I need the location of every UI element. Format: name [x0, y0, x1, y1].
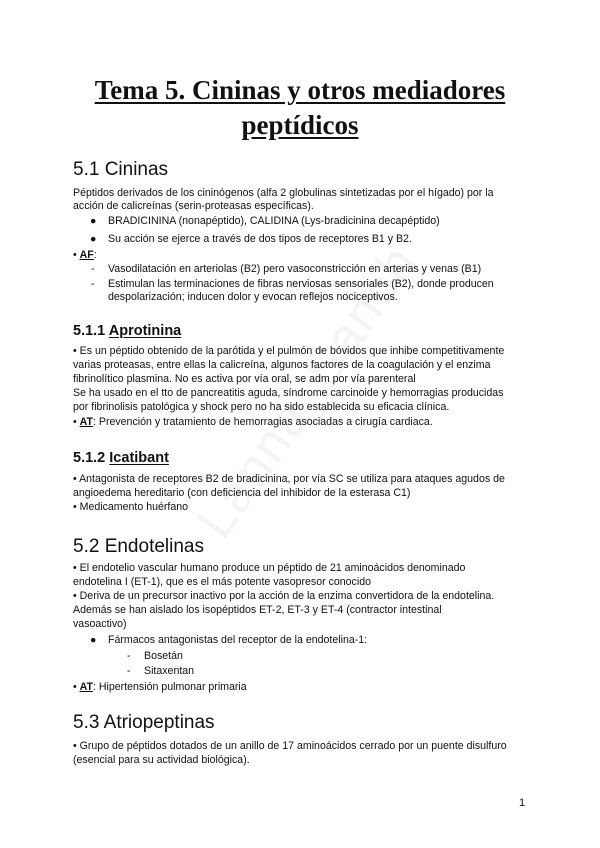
aprotinina-at-text: : Prevención y tratamiento de hemorragias asociadas a cirugía cardiaca. — [93, 416, 433, 428]
title-line-2: peptídicos — [241, 110, 359, 140]
af-item-2a: Estimulan las terminaciones de fibras nerviosas sensoriales (B2), donde producen — [108, 278, 494, 290]
endotelinas-line-1: • El endotelio vascular humano produce un péptido de 21 aminoácidos denominado — [73, 562, 466, 574]
dash-marker: - — [127, 665, 131, 677]
af-line: • AF: — [73, 249, 97, 261]
aprotinina-at-line: • AT: Prevención y tratamiento de hemorragias asociadas a cirugía cardiaca. — [73, 416, 433, 428]
endotelinas-line-3: • Deriva de un precursor inactivo por la acción de la enzima convertidora de la endotelina. — [73, 590, 495, 602]
dash-marker: - — [127, 650, 131, 662]
title-line-1: Tema 5. Cininas y otros mediadores — [94, 75, 506, 105]
af-item-2b: despolarización; inducen dolor y evocan reflejos nociceptivos. — [108, 291, 398, 303]
drug-1: Bosetán — [144, 650, 183, 662]
endotelinas-at-line: • AT: Hipertensión pulmonar primaria — [73, 681, 247, 693]
at-label: AT — [79, 681, 93, 693]
page-title — [40, 73, 560, 143]
atriopeptinas-line-2: (esencial para su actividad biológica). — [73, 754, 250, 766]
icatibant-line-2: angioedema hereditario (con deficiencia del inhibidor de la esterasa C1) — [73, 487, 411, 499]
at-label: AT — [79, 416, 93, 428]
icatibant-num: 5.1.2 — [73, 450, 106, 466]
aprotinina-line-5: por fibrinolisis patológica y shock pero no ha sido establecida su eficacia clínica. — [73, 401, 450, 413]
endotelinas-line-5: vasoactivo) — [73, 618, 127, 630]
icatibant-line-1: • Antagonista de receptores B2 de bradicinina, por vía SC se utiliza para ataques agudos de — [73, 473, 505, 485]
heading-icatibant — [73, 449, 169, 467]
heading-atriopeptinas: 5.3 Atriopeptinas — [73, 712, 215, 733]
heading-aprotinina — [73, 322, 181, 340]
cininas-intro-2: acción de calicreínas (serin-proteasas específicas). — [73, 200, 314, 212]
drug-2: Sitaxentan — [144, 665, 195, 677]
aprotinina-line-4: Se ha usado en el tto de pancreatitis aguda, síndrome carcinoide y hemorragias producidas — [73, 387, 504, 399]
endotelinas-bullet: Fármacos antagonistas del receptor de la endotelina-1: — [108, 634, 368, 646]
bullet-dot: ● — [90, 634, 97, 646]
af-label: AF — [79, 249, 94, 261]
cininas-bullet-2: Su acción se ejerce a través de dos tipos de receptores B1 y B2. — [108, 233, 412, 245]
aprotinina-line-1: • Es un péptido obtenido de la parótida y el pulmón de bóvidos que inhibe competitivamente — [73, 345, 505, 357]
aprotinina-line-2: varias proteasas, entre ellas la calicreína, algunos factores de la coagulación y el enzima — [73, 359, 491, 371]
atriopeptinas-line-1: • Grupo de péptidos dotados de un anillo de 17 aminoácidos cerrado por un puente disulfuro — [73, 740, 507, 752]
icatibant-line-3: • Medicamento huérfano — [73, 501, 189, 513]
aprotinina-name: Aprotinina — [108, 323, 182, 339]
cininas-bullet-1: BRADICININA (nonapéptido), CALIDINA (Lys-bradicinina decapéptido) — [108, 215, 440, 227]
dash-marker: - — [91, 263, 95, 275]
aprotinina-num: 5.1.1 — [73, 323, 106, 339]
bullet-dot: ● — [90, 233, 97, 245]
icatibant-name: Icatibant — [109, 450, 169, 466]
dash-marker: - — [91, 278, 95, 290]
page-number: 1 — [519, 797, 526, 809]
endotelinas-at-text: : Hipertensión pulmonar primaria — [93, 681, 247, 693]
heading-cininas: 5.1 Cininas — [73, 159, 169, 180]
endotelinas-line-2: endotelina I (ET-1), que es el más potente vasopresor conocido — [73, 576, 371, 588]
af-item-1: Vasodilatación en arteriolas (B2) pero vasoconstricción en arterias y venas (B1) — [108, 263, 482, 275]
heading-endotelinas: 5.2 Endotelinas — [73, 536, 204, 557]
aprotinina-line-3: fibrinolítico plasmina. No es activa por vía oral, se adm por vía parenteral — [73, 373, 416, 385]
cininas-intro-1: Péptidos derivados de los cininógenos (alfa 2 globulinas sintetizadas por el hígado) por la — [73, 187, 494, 199]
bullet-dot: ● — [90, 215, 97, 227]
endotelinas-line-4: Además se han aislado los isopéptidos ET-2, ET-3 y ET-4 (contractor intestinal — [73, 604, 442, 616]
